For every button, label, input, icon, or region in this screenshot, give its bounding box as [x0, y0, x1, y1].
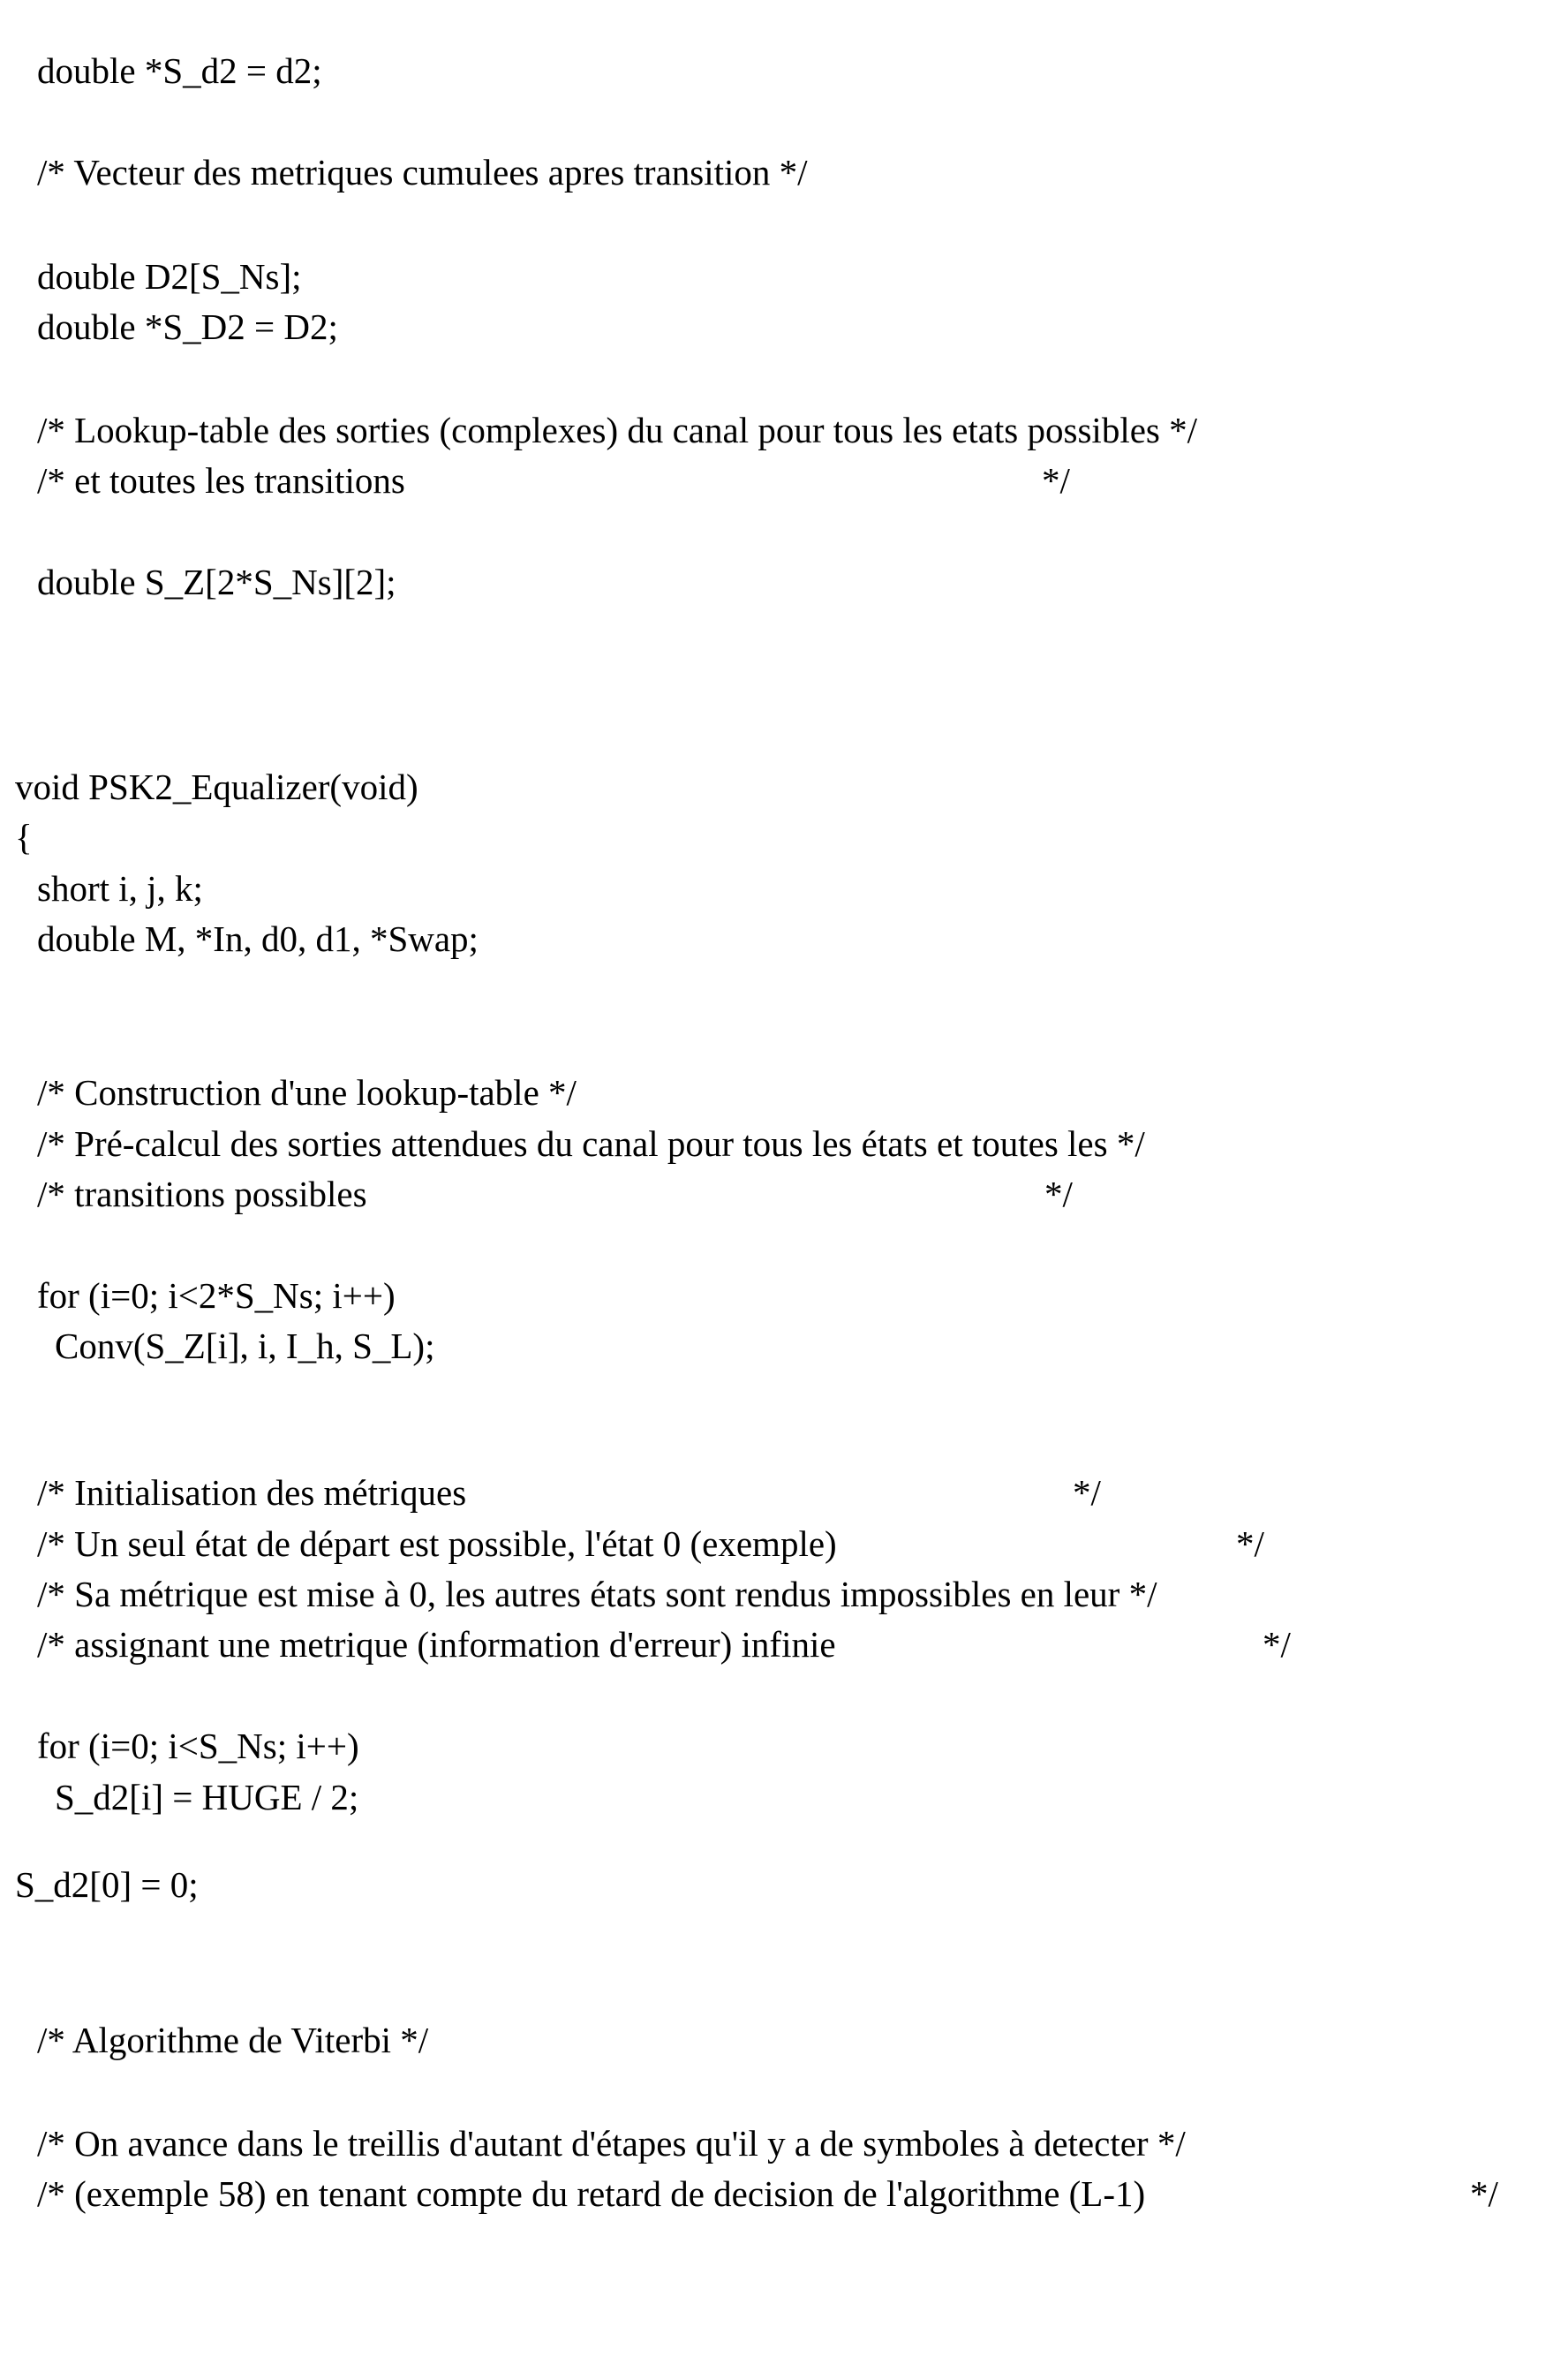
comment-end: */ [1042, 459, 1070, 502]
code-line: double *S_d2 = d2; [37, 49, 322, 92]
code-line: { [15, 816, 33, 858]
code-comment: /* assignant une metrique (information d'erreur) infinie [37, 1623, 836, 1666]
code-comment: /* Pré-calcul des sorties attendues du canal pour tous les états et toutes les */ [37, 1122, 1145, 1165]
code-comment: /* Initialisation des métriques [37, 1471, 466, 1514]
code-comment: /* Lookup-table des sorties (complexes) du canal pour tous les etats possibles */ [37, 409, 1197, 451]
comment-end: */ [1073, 1471, 1101, 1514]
code-line: for (i=0; i<2*S_Ns; i++) [37, 1274, 396, 1317]
comment-end: */ [1263, 1623, 1291, 1666]
code-comment: /* et toutes les transitions [37, 459, 405, 502]
code-line: double *S_D2 = D2; [37, 306, 338, 348]
code-comment: /* Un seul état de départ est possible, l'état 0 (exemple) [37, 1522, 837, 1565]
comment-end: */ [1044, 1173, 1073, 1215]
code-line: short i, j, k; [37, 867, 203, 910]
code-comment: /* On avance dans le treillis d'autant d'étapes qu'il y a de symboles à detecter */ [37, 2122, 1186, 2164]
comment-end: */ [1470, 2172, 1498, 2215]
code-listing-page [0, 0, 1568, 2372]
code-comment: /* Construction d'une lookup-table */ [37, 1071, 577, 1114]
code-comment: /* Sa métrique est mise à 0, les autres états sont rendus impossibles en leur */ [37, 1573, 1157, 1615]
code-line: double S_Z[2*S_Ns][2]; [37, 561, 396, 603]
code-line: double D2[S_Ns]; [37, 255, 302, 298]
code-line: Conv(S_Z[i], i, I_h, S_L); [55, 1325, 434, 1367]
code-comment: /* (exemple 58) en tenant compte du retard de decision de l'algorithme (L-1) [37, 2172, 1145, 2215]
code-comment: /* Vecteur des metriques cumulees apres transition */ [37, 151, 808, 193]
code-line: S_d2[i] = HUGE / 2; [55, 1776, 358, 1818]
function-signature: void PSK2_Equalizer(void) [15, 766, 418, 808]
code-comment: /* transitions possibles [37, 1173, 367, 1215]
code-comment: /* Algorithme de Viterbi */ [37, 2019, 428, 2061]
code-line: for (i=0; i<S_Ns; i++) [37, 1725, 359, 1767]
code-line: S_d2[0] = 0; [15, 1863, 199, 1906]
comment-end: */ [1236, 1522, 1264, 1565]
code-line: double M, *In, d0, d1, *Swap; [37, 918, 479, 960]
